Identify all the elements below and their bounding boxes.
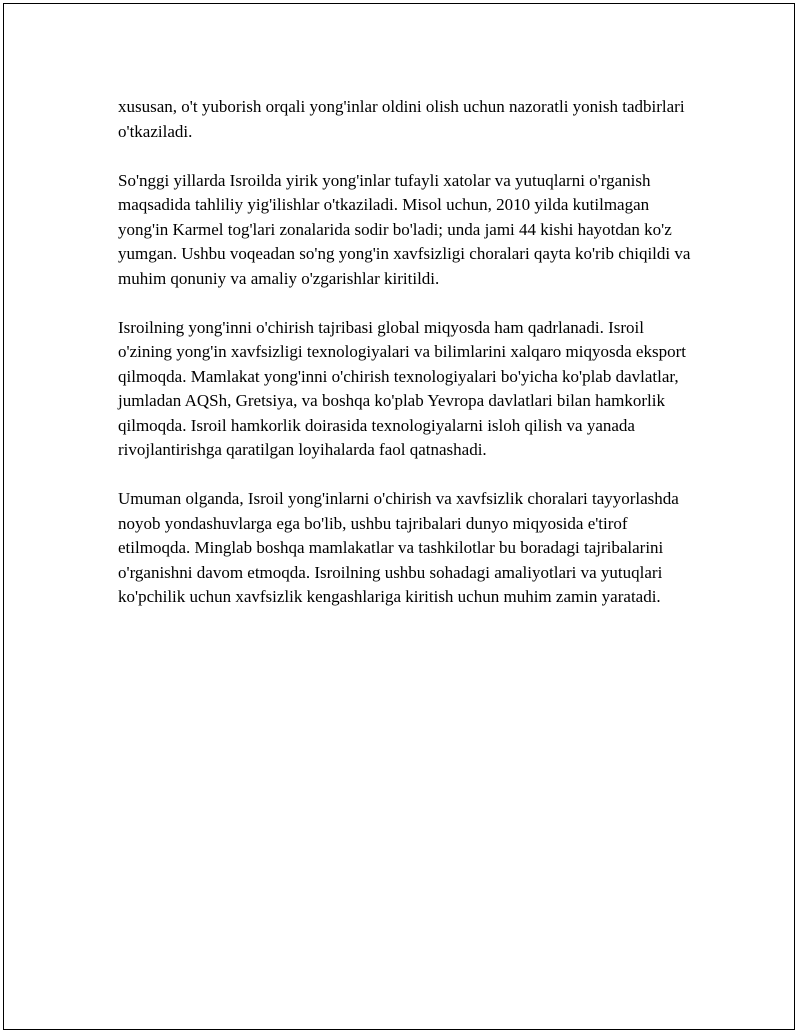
paragraph: xususan, o't yuborish orqali yong'inlar oldini olish uchun nazoratli yonish tadbirlari o'tkaziladi. bbox=[118, 97, 685, 141]
paragraph: Umuman olganda, Isroil yong'inlarni o'chirish va xavfsizlik choralari tayyorlashda noyob yondashuvlarga ega bo'lib, ushbu tajribalari dunyo miqyosida e'tirof etilmoqda. Minglab boshqa mamlakatlar va tashkilotlar bu boradagi tajribalarini o'rganishni davom etmoqda. Isroilning ushbu sohadagi amaliyotlari va yutuqlari ko'pchilik uchun xavfsizlik kengashlariga kiritish uchun muhim zamin yaratadi. bbox=[118, 489, 679, 606]
paragraph: So'nggi yillarda Isroilda yirik yong'inlar tufayli xatolar va yutuqlarni o'rganish maqsadida tahliliy yig'ilishlar o'tkaziladi. Misol uchun, 2010 yilda kutilmagan yong'in Karmel tog'lari zonalarida sodir bo'ladi; unda jami 44 kishi hayotdan ko'z yumgan. Ushbu voqeadan so'ng yong'in xavfsizligi choralari qayta ko'rib chiqildi va muhim qonuniy va amaliy o'zgarishlar kiritildi. bbox=[118, 170, 691, 288]
document-body bbox=[118, 95, 698, 634]
paragraph: Isroilning yong'inni o'chirish tajribasi global miqyosda ham qadrlanadi. Isroil o'zining yong'in xavfsizligi texnologiyalari va bilimlarini xalqaro miqyosda eksport qilmoqda. Mamlakat yong'inni o'chirish texnologiyalari bo'yicha ko'plab davlatlar, jumladan AQSh, Gretsiya, va boshqa ko'plab Yevropa davlatlari bilan hamkorlik qilmoqda. Isroil hamkorlik doirasida texnologiyalarni isloh qilish va yanada rivojlantirishga qaratilgan loyihalarda faol qatnashadi. bbox=[118, 317, 686, 459]
document-page bbox=[3, 3, 795, 1030]
